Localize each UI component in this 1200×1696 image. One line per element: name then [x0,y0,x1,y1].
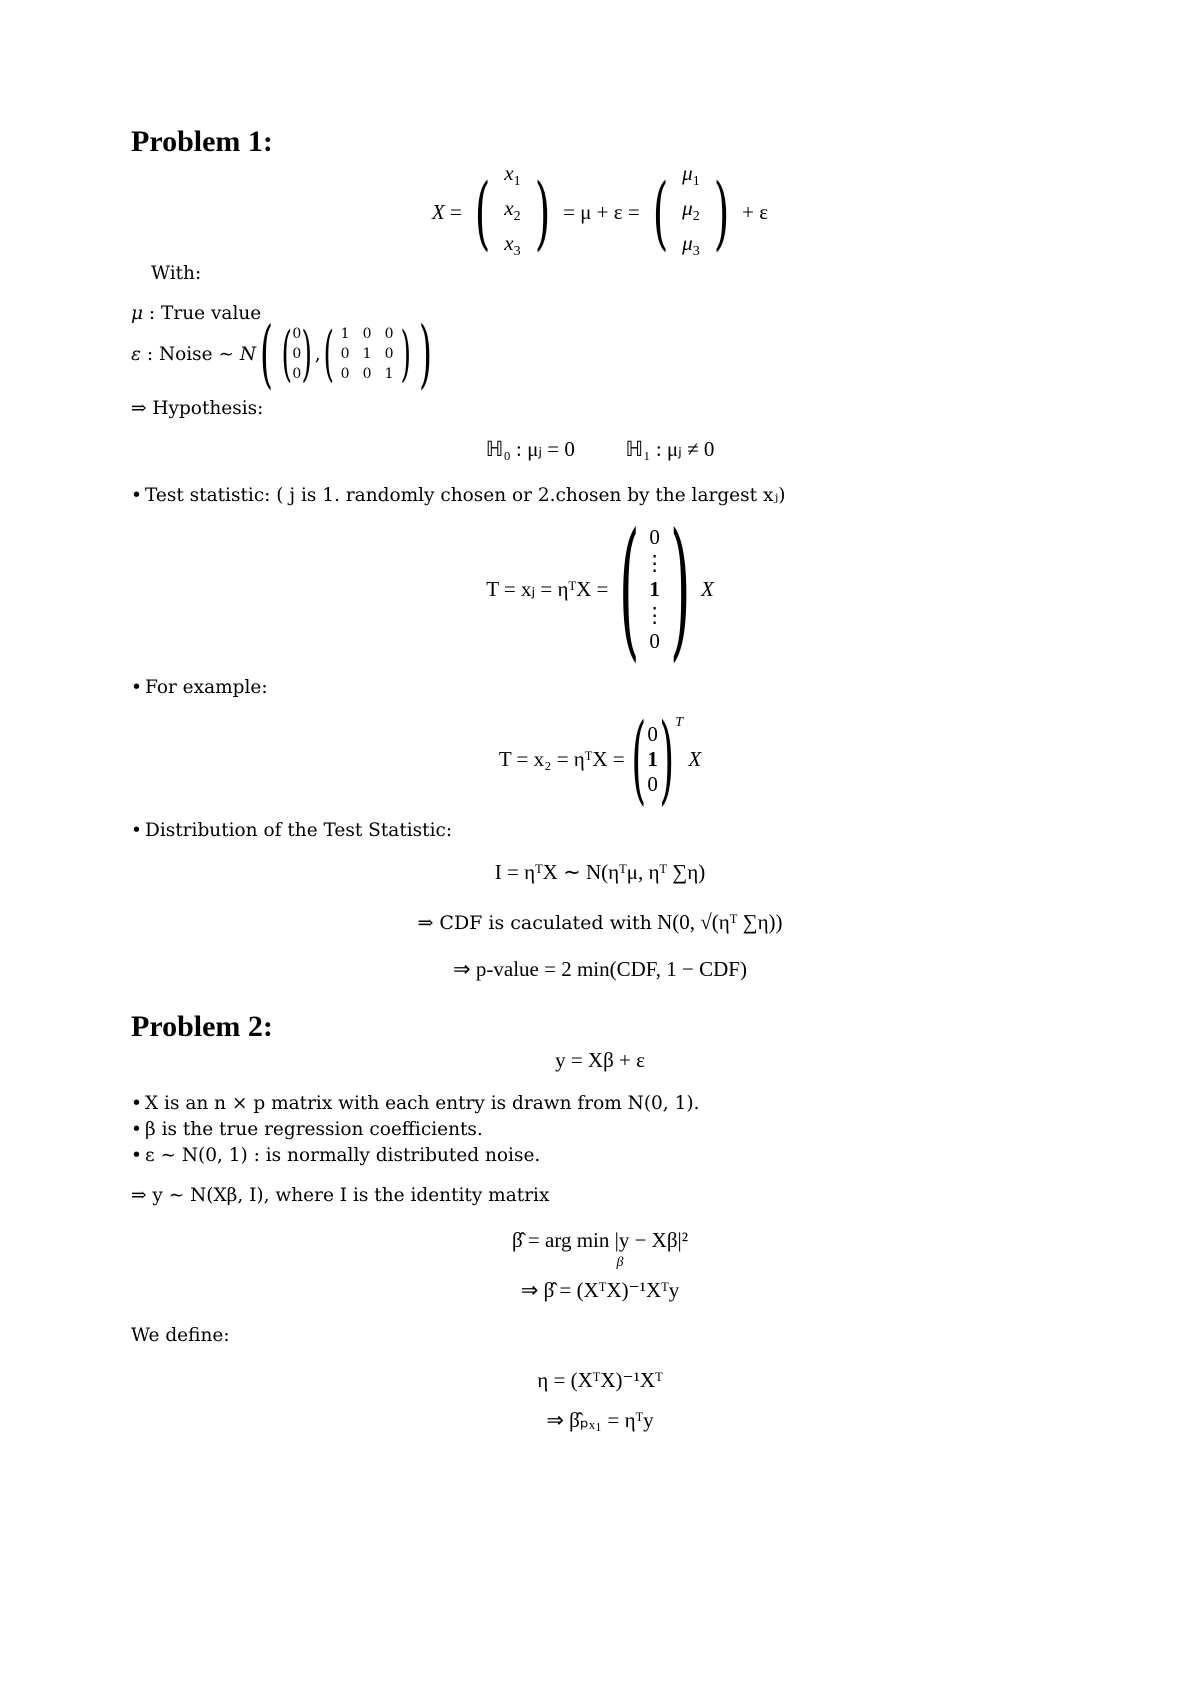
list-item: • X is an n × p matrix with each entry is drawn from N(0, 1). [131,1093,700,1114]
equation-example: T = x₂ = ηᵀX = ( 0 1 0 ) T X [498,703,702,815]
with-label: With: [151,263,202,284]
example-bullet: • For example: [131,677,268,698]
equation-cdf: ⇒ CDF is caculated with N(0, √(ηᵀ ∑η)) [417,910,783,934]
distribution-bullet: • Distribution of the Test Statistic: [131,820,453,841]
equation-eta: η = (XᵀX)⁻¹Xᵀ [537,1368,663,1392]
equation-beta-solution: ⇒ β̂ = (XᵀX)⁻¹Xᵀy [520,1278,680,1302]
example-eta-vector: 0 1 0 [647,721,658,796]
hypothesis-equations [0,437,1200,462]
eq1-mid: = μ + ε = [563,200,640,225]
list-item: • ε ∼ N(0, 1) : is normally distributed noise. [131,1145,541,1166]
vec-mu-2: μ [682,196,693,221]
argmin-subscript: β [616,1255,624,1270]
vec-mu-1: μ [682,161,693,185]
hypothesis-label: ⇒ Hypothesis: [131,398,264,419]
h1-equation: ℍ₁ : μⱼ ≠ 0 [625,437,715,461]
vec-x-2: x [504,196,514,221]
vec-x-3: x [504,231,514,256]
h0-equation: ℍ₀ : μⱼ = 0 [485,437,575,461]
eq1-tail: + ε [742,200,769,225]
equation-test-statistic: T = xⱼ = ηᵀX = ( 0 ⋮ 1 ⋮ 0 ) X [486,502,714,676]
equation-linear-model: y = Xβ + ε [555,1048,645,1072]
equation-pvalue: ⇒ p-value = 2 min(CDF, 1 − CDF) [453,957,747,981]
vec-x-1: x [504,161,514,185]
noise-mean-vector: 0 0 0 [292,326,302,382]
test-statistic-bullet: • Test statistic: ( j is 1. randomly chosen or 2.chosen by the largest xⱼ) [131,485,786,506]
noise-definition: ε : Noise ∼ N ( ( 0 0 0 ) , ( 1 0 0 0 1 0 0 0 1 ) ) [131,311,433,397]
list-item: • β is the true regression coefficients. [131,1119,483,1140]
y-distribution-line: ⇒ y ∼ N(Xβ, I), where I is the identity matrix [131,1185,550,1206]
we-define-label: We define: [131,1325,230,1346]
problem-2-title: Problem 2: [131,1010,273,1043]
noise-covariance-matrix: 1 0 0 0 1 0 0 0 1 [340,326,394,382]
equation-distribution: I = ηᵀX ∼ N(ηᵀμ, ηᵀ ∑η) [494,860,706,884]
equation-beta-hat: β̂ = arg min |y − Xβ|² [511,1228,689,1252]
equation-x-decomposition: X = ( $x_1$ $x_2$ $x_3$ ) = μ + ε = ( $\mu_1$ $\mu_2$ $\mu_3$ ) + ε [431,161,769,260]
vec-mu-3: μ [682,231,693,256]
mu-definition: μ : True value [131,303,262,324]
equation-beta-eta: ⇒ β̂ₚₓ₁ = ηᵀy [546,1408,654,1432]
eta-selection-vector: 0 ⋮ 1 ⋮ 0 [644,525,666,653]
problem-1-title: Problem 1: [131,125,273,158]
